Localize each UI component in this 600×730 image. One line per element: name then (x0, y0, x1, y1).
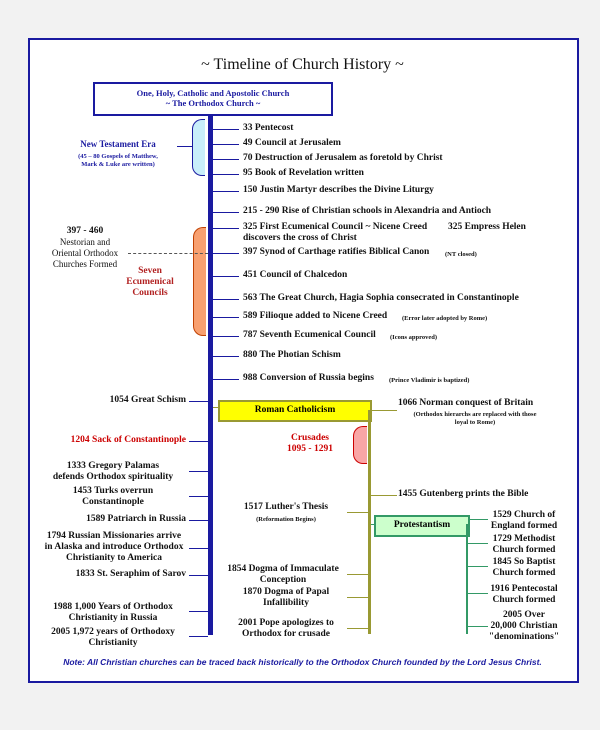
event-1517-note: (Reformation Begins) (256, 516, 316, 523)
event-1054: 1054 Great Schism (109, 395, 186, 405)
event-397: 397 Synod of Carthage ratifies Biblical Canon (243, 247, 430, 257)
councils-line1: Seven (138, 266, 162, 276)
tick (468, 519, 488, 520)
tick (213, 276, 239, 277)
nt-connector (177, 146, 193, 147)
tick (213, 253, 239, 254)
event-1729: 1729 Methodist (492, 534, 556, 544)
orthodox-timeline-line (208, 114, 213, 635)
event-1066: 1066 Norman conquest of Britain (398, 398, 534, 408)
event-1854: 1854 Dogma of Immaculate (227, 564, 339, 574)
nt-era-label: New Testament Era (80, 139, 156, 149)
tick (213, 356, 239, 357)
tick (189, 575, 208, 576)
event-1794: 1794 Russian Missionaries arrive (46, 531, 182, 541)
event-2005-protestant-b: 20,000 Christian (490, 621, 558, 631)
event-787-note: (Icons approved) (390, 334, 438, 341)
event-33: 33 Pentecost (243, 123, 294, 133)
event-325: 325 First Ecumenical Council ~ Nicene Creed (243, 222, 428, 232)
page-title: ~ Timeline of Church History ~ (201, 56, 404, 73)
crusades-years: 1095 - 1291 (287, 444, 333, 454)
event-1333: 1333 Gregory Palamas (66, 461, 160, 471)
tick (189, 611, 208, 612)
event-325-helen: 325 Empress Helen (448, 222, 526, 232)
event-2005: 2005 1,972 years of Orthodoxy (51, 627, 175, 637)
event-95: 95 Book of Revelation written (243, 168, 364, 178)
event-2001-b: Orthodox for crusade (242, 629, 330, 639)
header-line2: ~ The Orthodox Church ~ (165, 98, 261, 108)
event-1453: 1453 Turks overrun (72, 486, 154, 496)
tick (213, 299, 239, 300)
tick (189, 471, 208, 472)
header-line1: One, Holy, Catholic and Apostolic Church (136, 88, 290, 98)
event-1845-b: Church formed (492, 568, 556, 578)
event-2005-protestant: 2005 Over (503, 610, 545, 620)
event-70: 70 Destruction of Jerusalem as foretold by Christ (243, 153, 443, 163)
councils-line3: Councils (132, 288, 168, 298)
event-1854-b: Conception (259, 575, 307, 585)
event-1988-b: Christianity in Russia (68, 613, 158, 623)
tick (347, 574, 368, 575)
event-325-cross: discovers the cross of Christ (243, 233, 357, 243)
nt-era-sub2: Mark & Luke are written) (81, 161, 155, 168)
event-1870: 1870 Dogma of Papal (242, 587, 330, 597)
tick (189, 441, 208, 442)
tick (213, 174, 239, 175)
tick (468, 593, 488, 594)
roman-timeline-line (368, 410, 371, 634)
event-1517: 1517 Luther's Thesis (243, 502, 329, 512)
event-397-note: (NT closed) (445, 251, 477, 258)
roman-catholicism-box (218, 400, 372, 422)
tick (213, 228, 239, 229)
event-2005-b: Christianity (88, 638, 138, 648)
tick (468, 626, 488, 627)
event-1333-b: defends Orthodox spirituality (52, 472, 174, 482)
protestantism-box (374, 515, 470, 537)
tick (213, 212, 239, 213)
tick (213, 159, 239, 160)
tick (347, 512, 368, 513)
event-1529: 1529 Church of (492, 510, 556, 520)
event-1066-note2: loyal to Rome) (454, 419, 496, 426)
event-1455: 1455 Gutenberg prints the Bible (398, 489, 529, 499)
tick (213, 129, 239, 130)
event-1794-b: in Alaska and introduce Orthodox (44, 542, 184, 552)
protestant-timeline-line (466, 524, 468, 634)
event-1066-note1: (Orthodox hierarchs are replaced with those (413, 411, 537, 418)
nestorian-line1: Nestorian and (59, 237, 111, 247)
tick (347, 597, 368, 598)
event-1833: 1833 St. Seraphim of Sarov (75, 569, 186, 579)
tick (213, 379, 239, 380)
tick (213, 144, 239, 145)
crusades-label: Crusades (290, 433, 329, 443)
event-1453-b: Constantinople (82, 497, 144, 507)
crusades-bracket (353, 426, 367, 464)
event-988: 988 Conversion of Russia begins (243, 373, 374, 383)
event-787: 787 Seventh Ecumenical Council (243, 330, 376, 340)
event-880: 880 The Photian Schism (243, 350, 341, 360)
tick (213, 336, 239, 337)
event-2001: 2001 Pope apologizes to (238, 618, 334, 628)
orthodox-header-box (93, 82, 333, 116)
nestorian-connector (128, 253, 208, 254)
tick (347, 628, 368, 629)
tick (468, 543, 488, 544)
event-150: 150 Justin Martyr describes the Divine Liturgy (243, 185, 434, 195)
protestantism-label: Protestantism (393, 520, 451, 530)
nestorian-line3: Churches Formed (52, 259, 118, 269)
event-988-note: (Prince Vladimir is baptized) (389, 377, 470, 384)
tick (189, 401, 208, 402)
event-1729-b: Church formed (492, 545, 556, 555)
event-215: 215 - 290 Rise of Christian schools in Alexandria and Antioch (243, 206, 492, 216)
tick (371, 495, 397, 496)
tick (189, 636, 208, 637)
event-1916: 1916 Pentecostal (490, 584, 558, 594)
event-1916-b: Church formed (492, 595, 556, 605)
roman-catholicism-label: Roman Catholicism (254, 405, 336, 415)
tick (189, 496, 208, 497)
event-1870-b: Infallibility (263, 598, 309, 608)
event-589-note: (Error later adopted by Rome) (402, 315, 488, 322)
tick (213, 191, 239, 192)
event-1529-b: England formed (490, 521, 558, 531)
nestorian-line2: Oriental Orthodox (51, 248, 119, 258)
tick (468, 566, 488, 567)
tick (189, 520, 208, 521)
tick (213, 317, 239, 318)
event-563: 563 The Great Church, Hagia Sophia consecrated in Constantinople (243, 293, 519, 303)
event-1589: 1589 Patriarch in Russia (86, 514, 186, 524)
councils-line2: Ecumenical (126, 277, 174, 287)
nt-era-sub1: (45 – 80 Gospels of Matthew, (78, 153, 158, 160)
event-1988: 1988 1,000 Years of Orthodox (53, 602, 173, 612)
nestorian-year: 397 - 460 (66, 226, 104, 236)
event-2005-protestant-c: "denominations" (488, 632, 560, 642)
event-49: 49 Council at Jerusalem (243, 138, 341, 148)
footnote: Note: All Christian churches can be traced back historically to the Orthodox Church founded by the Lord Jesus Christ. (63, 657, 542, 667)
event-589: 589 Filioque added to Nicene Creed (243, 311, 388, 321)
councils-bracket (193, 227, 206, 336)
event-451: 451 Council of Chalcedon (243, 270, 348, 280)
event-1204: 1204 Sack of Constantinople (70, 435, 186, 445)
new-testament-bracket (192, 119, 205, 176)
event-1845: 1845 So Baptist (492, 557, 556, 567)
event-1794-c: Christianity to America (65, 553, 163, 563)
